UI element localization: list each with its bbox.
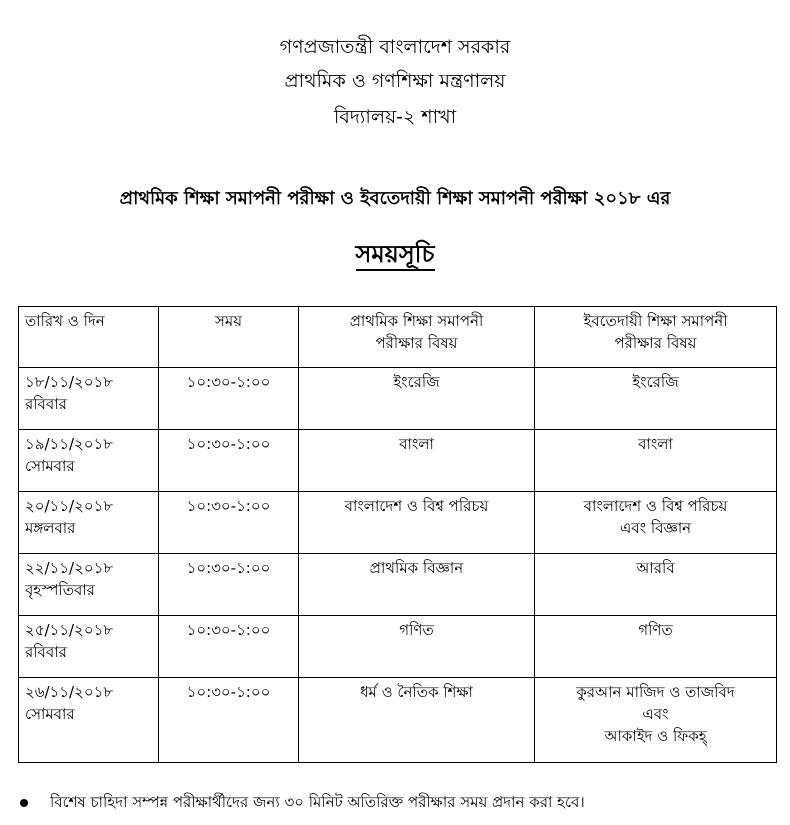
date-cell	[19, 368, 159, 430]
exam-title: প্রাথমিক শিক্ষা সমাপনী পরীক্ষা ও ইবতেদায়ী শিক্ষা সমাপনী পরীক্ষা ২০১৮ এর	[119, 188, 671, 209]
date-value: ২৬/১১/২০১৮	[25, 683, 114, 701]
bullet-icon	[20, 799, 28, 807]
date-cell	[19, 492, 159, 554]
date-value: ১৮/১১/২০১৮	[25, 373, 114, 391]
header-primary-subject	[299, 307, 535, 368]
ebtedayee-subject-line: এবং	[642, 705, 669, 723]
table-header-row	[19, 307, 777, 368]
ebtedayee-subject-line: বাংলাদেশ ও বিশ্ব পরিচয়	[583, 497, 728, 515]
time-cell: ১০:৩০-১:০০	[159, 616, 299, 678]
table-row	[19, 368, 777, 430]
day-value: সোমবার	[25, 705, 75, 723]
ebtedayee-subject-line: ইংরেজি	[632, 373, 679, 391]
ebtedayee-subject-line: আরবি	[636, 559, 675, 577]
ebtedayee-subject-line: এবং বিজ্ঞান	[619, 519, 692, 537]
header-primary-line1: প্রাথমিক শিক্ষা সমাপনী	[349, 312, 484, 330]
primary-subject-cell: বাংলা	[299, 430, 535, 492]
time-cell: ১০:৩০-১:০০	[159, 368, 299, 430]
date-cell	[19, 616, 159, 678]
table-row	[19, 554, 777, 616]
date-cell	[19, 678, 159, 763]
day-value: রবিবার	[25, 395, 67, 413]
primary-subject-cell: প্রাথমিক বিজ্ঞান	[299, 554, 535, 616]
day-value: রবিবার	[25, 643, 67, 661]
time-cell: ১০:৩০-১:০০	[159, 678, 299, 763]
ebtedayee-subject-cell	[535, 678, 777, 763]
day-value: সোমবার	[25, 457, 75, 475]
schedule-heading-text: সময়সূচি	[356, 240, 435, 271]
ebtedayee-subject-line: বাংলা	[638, 435, 673, 453]
date-cell	[19, 554, 159, 616]
government-heading: গণপ্রজাতন্ত্রী বাংলাদেশ সরকার	[279, 36, 511, 58]
primary-subject-cell: গণিত	[299, 616, 535, 678]
ebtedayee-subject-cell	[535, 616, 777, 678]
time-cell: ১০:৩০-১:০০	[159, 492, 299, 554]
table-row	[19, 430, 777, 492]
ebtedayee-subject-line: কুরআন মাজিদ ও তাজবিদ	[576, 683, 735, 701]
ebtedayee-subject-cell	[535, 368, 777, 430]
date-value: ১৯/১১/২০১৮	[25, 435, 114, 453]
table-row	[19, 678, 777, 763]
date-value: ২০/১১/২০১৮	[25, 497, 114, 515]
time-cell: ১০:৩০-১:০০	[159, 554, 299, 616]
time-cell: ১০:৩০-১:০০	[159, 430, 299, 492]
table-row	[19, 616, 777, 678]
ebtedayee-subject-cell	[535, 430, 777, 492]
header-primary-line2: পরীক্ষার বিষয়	[375, 334, 458, 352]
header-ebtedayee-line1: ইবতেদায়ী শিক্ষা সমাপনী	[583, 312, 728, 330]
ebtedayee-subject-cell	[535, 554, 777, 616]
day-value: মঙ্গলবার	[25, 519, 76, 537]
table-row	[19, 492, 777, 554]
ebtedayee-subject-line: আকাইদ ও ফিকহ্	[604, 727, 707, 745]
header-ebtedayee-subject	[535, 307, 777, 368]
primary-subject-cell: ইংরেজি	[299, 368, 535, 430]
date-value: ২২/১১/২০১৮	[25, 559, 114, 577]
note-text: বিশেষ চাহিদা সম্পন্ন পরীক্ষার্থীদের জন্য ৩০ মিনিট অতিরিক্ত পরীক্ষার সময় প্রদান করা হবে।	[50, 793, 585, 811]
schedule-heading	[0, 238, 790, 270]
ebtedayee-subject-line: গণিত	[638, 621, 673, 639]
schedule-table	[18, 306, 777, 763]
primary-subject-cell: বাংলাদেশ ও বিশ্ব পরিচয়	[299, 492, 535, 554]
ebtedayee-subject-cell	[535, 492, 777, 554]
special-needs-note	[20, 790, 790, 814]
header-date: তারিখ ও দিন	[19, 307, 159, 368]
branch-heading: বিদ্যালয়-২ শাখা	[333, 106, 457, 128]
date-value: ২৫/১১/২০১৮	[25, 621, 114, 639]
ministry-heading: প্রাথমিক ও গণশিক্ষা মন্ত্রণালয়	[284, 70, 506, 92]
day-value: বৃহস্পতিবার	[25, 581, 95, 599]
header-time: সময়	[159, 307, 299, 368]
primary-subject-cell: ধর্ম ও নৈতিক শিক্ষা	[299, 678, 535, 763]
header-ebtedayee-line2: পরীক্ষার বিষয়	[614, 334, 697, 352]
date-cell	[19, 430, 159, 492]
